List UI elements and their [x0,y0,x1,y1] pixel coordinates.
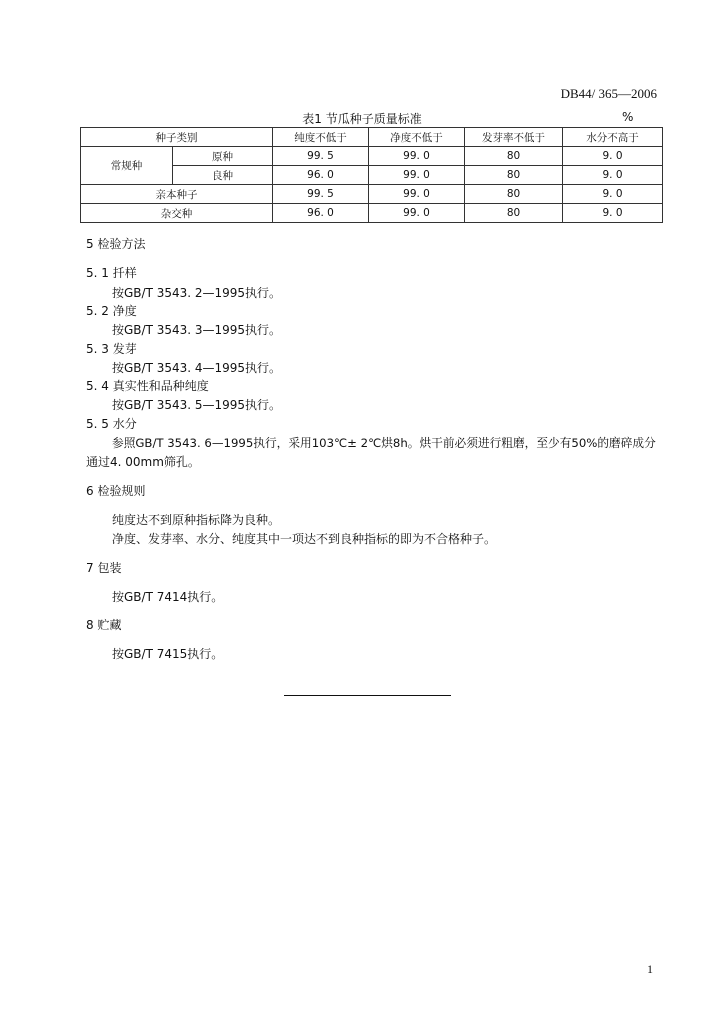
category-label: 杂交种 [81,204,273,223]
category-label: 亲本种子 [81,185,273,204]
section-5-5-text-line2: 通过4. 00mm筛孔。 [86,455,200,469]
document-code: DB44/ 365—2006 [560,86,657,101]
table-unit: % [622,110,634,124]
section-5-3-heading: 5. 3 发芽 [86,342,137,356]
table-row [81,204,663,223]
section-5-heading: 5 检验方法 [86,237,146,251]
section-7-heading: 7 包装 [86,561,122,575]
header-cleanliness: 净度不低于 [369,128,465,147]
header-moisture: 水分不高于 [563,128,663,147]
cell-purity: 96. 0 [273,166,369,185]
cell-cleanliness: 99. 0 [369,185,465,204]
cell-purity: 96. 0 [273,204,369,223]
section-5-5-heading: 5. 5 水分 [86,417,137,431]
page-number: 1 [647,962,653,976]
table-title: 表1 节瓜种子质量标准 [302,112,422,126]
section-5-4-heading: 5. 4 真实性和品种纯度 [86,379,209,393]
group-label: 常规种 [81,147,173,185]
cell-moisture: 9. 0 [563,147,663,166]
sub-category: 原种 [173,147,273,166]
table-row [81,185,663,204]
cell-germination: 80 [465,166,563,185]
section-5-1-text: 按GB/T 3543. 2—1995执行。 [112,286,282,300]
section-6-heading: 6 检验规则 [86,484,146,498]
section-5-1-heading: 5. 1 扦样 [86,266,137,280]
cell-germination: 80 [465,147,563,166]
section-5-2-heading: 5. 2 净度 [86,304,137,318]
section-8-heading: 8 贮藏 [86,618,122,632]
cell-purity: 99. 5 [273,185,369,204]
section-5-4-text: 按GB/T 3543. 5—1995执行。 [112,398,282,412]
section-5-5-text-line1: 参照GB/T 3543. 6—1995执行，采用103℃± 2℃烘8h。烘干前必须进行粗磨，至少有50%的磨碎成分 [112,436,656,450]
cell-cleanliness: 99. 0 [369,147,465,166]
table-header-row [81,128,663,147]
section-7-text: 按GB/T 7414执行。 [112,590,224,604]
end-separator-line [284,695,451,696]
sub-category: 良种 [173,166,273,185]
seed-quality-table [80,127,663,223]
cell-moisture: 9. 0 [563,166,663,185]
section-5-2-text: 按GB/T 3543. 3—1995执行。 [112,323,282,337]
cell-germination: 80 [465,204,563,223]
section-8-text: 按GB/T 7415执行。 [112,647,224,661]
section-6-line2: 净度、发芽率、水分、纯度其中一项达不到良种指标的即为不合格种子。 [112,532,497,546]
header-germination: 发芽率不低于 [465,128,563,147]
header-category: 种子类别 [81,128,273,147]
header-purity: 纯度不低于 [273,128,369,147]
cell-cleanliness: 99. 0 [369,166,465,185]
table-row [81,147,663,166]
cell-moisture: 9. 0 [563,204,663,223]
section-5-3-text: 按GB/T 3543. 4—1995执行。 [112,361,282,375]
cell-purity: 99. 5 [273,147,369,166]
cell-cleanliness: 99. 0 [369,204,465,223]
cell-germination: 80 [465,185,563,204]
section-6-line1: 纯度达不到原种指标降为良种。 [112,513,281,527]
cell-moisture: 9. 0 [563,185,663,204]
